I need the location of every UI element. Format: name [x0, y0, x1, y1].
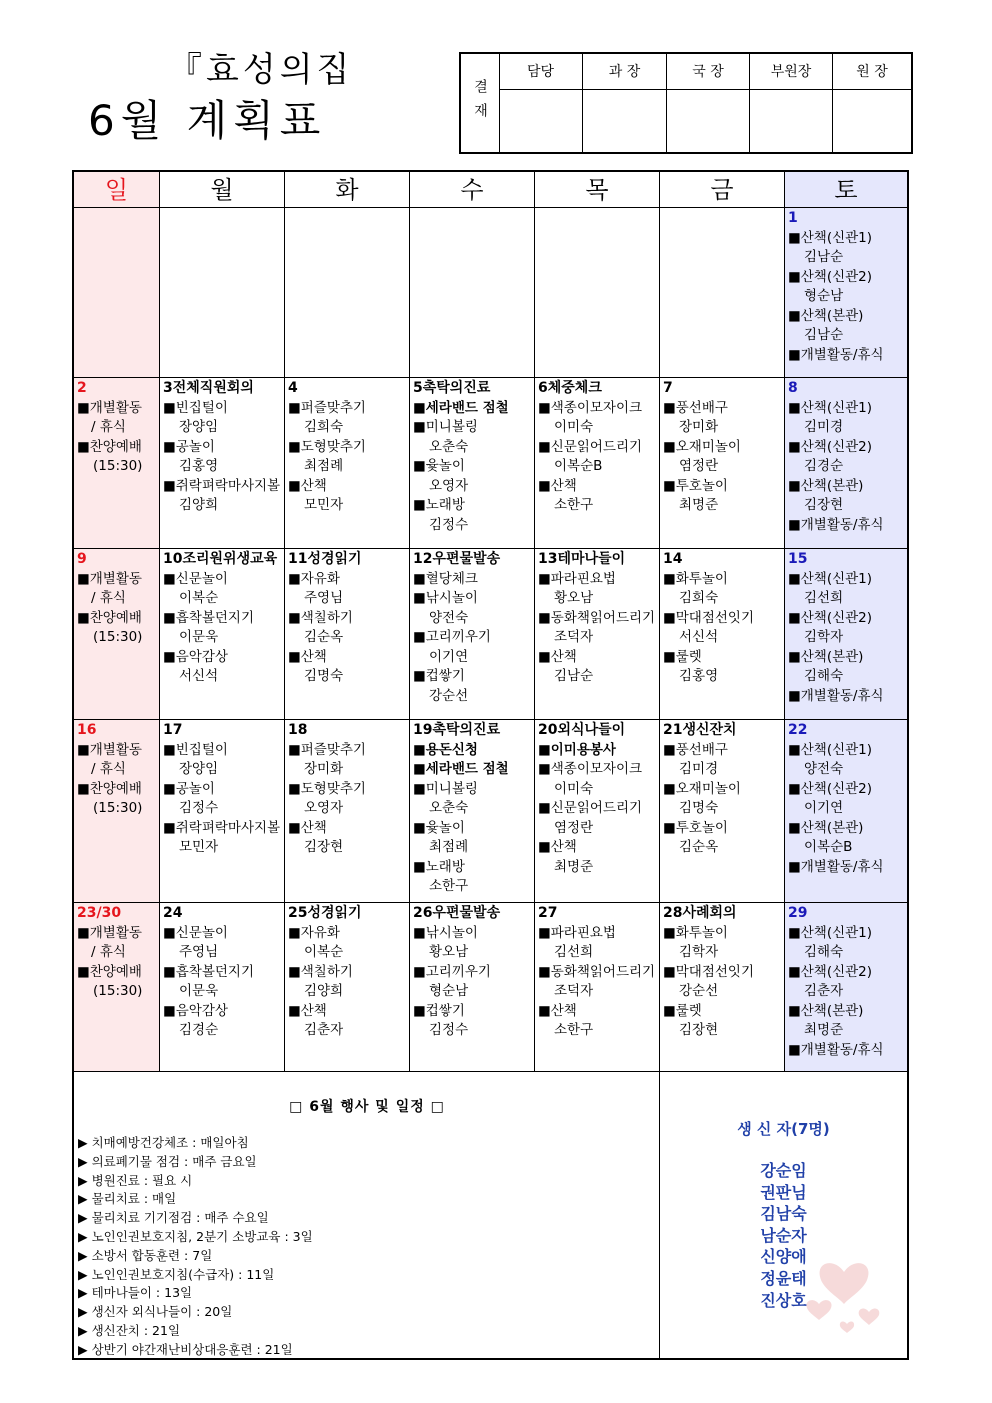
activity-line: ■윷놀이: [413, 819, 465, 836]
activity-line: 이복순B: [554, 458, 603, 474]
events-panel: [74, 1072, 660, 1358]
activity-line: ■풍선배구: [663, 399, 728, 416]
activity-line: 장미화: [679, 419, 719, 435]
date-label: 28사례회의: [663, 905, 737, 921]
activity-line: 서신석: [679, 629, 719, 645]
date-label: 21생신잔치: [663, 722, 737, 738]
activity-line: 김희숙: [304, 419, 344, 435]
calendar-cell[interactable]: [160, 208, 285, 378]
activity-line: ■찬양예배: [77, 609, 142, 626]
activity-line: 김양희: [179, 497, 219, 513]
activity-line: ■찬양예배: [77, 963, 142, 980]
activity-line: ■쥐락펴락마사지볼: [163, 477, 281, 494]
activity-line: 양전숙: [804, 761, 844, 777]
activity-line: ■이미용봉사: [538, 741, 616, 758]
activity-line: 최명준: [554, 858, 594, 875]
activity-line: 모민자: [179, 839, 219, 855]
calendar-cell[interactable]: [660, 378, 785, 549]
event-item: ▶ 생신자 외식나들이 : 20일: [78, 1304, 233, 1320]
activity-line: / 휴식: [91, 590, 126, 606]
activity-line: ■산책(신관1): [788, 399, 873, 416]
activity-line: 최명준: [679, 497, 719, 513]
calendar-cell[interactable]: [535, 903, 660, 1072]
birthday-name: 강순임: [760, 1161, 807, 1180]
activity-line: ■흡착볼던지기: [163, 609, 255, 626]
activity-line: 김남순: [804, 327, 844, 343]
day-header-mon: 월: [160, 172, 285, 208]
date-label: 20외식나들이: [538, 722, 626, 738]
date-label: 12우편물발송: [413, 551, 501, 567]
activity-line: 김홍영: [679, 668, 719, 684]
activity-line: 소한구: [429, 878, 469, 894]
activity-line: ■노래방: [413, 858, 465, 875]
approval-sign-5[interactable]: [833, 90, 911, 152]
birthday-name: 진상호: [760, 1290, 807, 1310]
activity-line: ■컵쌓기: [413, 668, 465, 684]
birthday-name: 김남숙: [760, 1204, 807, 1224]
activity-line: 김정수: [429, 516, 469, 533]
activity-line: ■공놀이: [163, 438, 215, 455]
activity-line: ■투호놀이: [663, 477, 728, 494]
activity-line: ■오재미놀이: [663, 438, 741, 455]
activity-line: 오춘숙: [429, 800, 469, 816]
activity-line: ■산책: [288, 819, 327, 836]
activity-line: / 휴식: [91, 419, 126, 435]
activity-line: 김선희: [804, 590, 844, 606]
activity-line: 이미숙: [554, 780, 594, 797]
activity-line: ■미니볼링: [413, 419, 478, 435]
activity-line: ■세라밴드 점철: [413, 761, 509, 777]
calendar-cell[interactable]: [74, 720, 160, 903]
activity-line: (15:30): [93, 983, 143, 999]
event-item: ▶ 노인인권보호지침(수급자) : 11일: [78, 1266, 275, 1282]
date-label: 4: [288, 380, 298, 396]
activity-line: ■산책: [288, 648, 327, 665]
activity-line: ■개별활동: [77, 741, 142, 758]
activity-line: ■투호놀이: [663, 819, 728, 836]
activity-line: ■노래방: [413, 497, 465, 513]
calendar-cell[interactable]: [285, 549, 410, 720]
date-label: 25성경읽기: [288, 905, 362, 921]
date-label: 3전체직원회의: [163, 380, 254, 396]
activity-line: ■낚시놀이: [413, 590, 478, 606]
activity-line: ■신문읽어드리기: [538, 800, 643, 816]
event-item: ▶ 의료폐기물 점검 : 매주 금요일: [78, 1153, 257, 1169]
activity-line: ■빈집털이: [163, 741, 228, 758]
calendar-cell[interactable]: [74, 378, 160, 549]
calendar-cell[interactable]: [285, 720, 410, 903]
date-label: 17: [163, 722, 183, 738]
calendar-cell[interactable]: [785, 720, 907, 903]
calendar-cell[interactable]: [660, 720, 785, 903]
date-label: 18: [288, 722, 308, 738]
calendar-cell[interactable]: [535, 720, 660, 903]
activity-line: 김남순: [804, 249, 844, 265]
calendar-cell[interactable]: [785, 549, 907, 720]
activity-line: ■색종이모자이크: [538, 399, 643, 416]
date-label: 11성경읽기: [288, 551, 362, 567]
activity-line: ■신문읽어드리기: [538, 438, 643, 455]
calendar-cell[interactable]: [160, 378, 285, 549]
title-line-2: 6월 계획표: [88, 96, 327, 145]
event-item: ▶ 병원진료 : 필요 시: [78, 1172, 193, 1188]
activity-line: ■산책(신관2): [788, 963, 873, 980]
activity-line: 장양임: [179, 419, 219, 435]
activity-line: 형순남: [429, 983, 469, 999]
day-header-sun: 일: [74, 172, 160, 208]
activity-line: ■고리끼우기: [413, 629, 491, 645]
activity-line: ■개별활동/휴식: [788, 1041, 884, 1058]
birthday-name: 신양애: [760, 1247, 807, 1267]
activity-line: ■룰렛: [663, 648, 702, 665]
activity-line: ■산책(신관1): [788, 741, 873, 758]
activity-line: (15:30): [93, 800, 143, 816]
activity-line: ■동화책읽어드리기: [538, 609, 656, 626]
event-item: ▶ 테마나들이 : 13일: [78, 1285, 193, 1301]
activity-line: 김경순: [804, 458, 844, 474]
calendar-cell[interactable]: [160, 720, 285, 903]
date-label: 1: [788, 210, 798, 226]
date-label: 23/30: [77, 905, 122, 921]
activity-line: ■미니볼링: [413, 780, 478, 797]
calendar-cell[interactable]: [535, 208, 660, 378]
activity-line: ■도형맞추기: [288, 780, 366, 797]
calendar-cell[interactable]: [160, 903, 285, 1072]
activity-line: 김장현: [679, 1022, 719, 1038]
activity-line: ■룰렛: [663, 1002, 702, 1019]
approval-role-5: 원 장: [833, 54, 911, 90]
activity-line: ■흡착볼던지기: [163, 963, 255, 980]
calendar-cell[interactable]: [660, 903, 785, 1072]
activity-line: ■화투놀이: [663, 570, 728, 587]
calendar-cell[interactable]: [785, 903, 907, 1072]
date-label: 6체중체크: [538, 380, 602, 396]
calendar-table: [72, 170, 909, 1360]
activity-line: ■고리끼우기: [413, 963, 491, 980]
title-line-1: 『효성의집: [168, 50, 354, 90]
activity-line: 김정수: [429, 1022, 469, 1038]
approval-sign-1[interactable]: [499, 90, 583, 152]
activity-line: 이복순B: [804, 839, 853, 855]
approval-role-2: 과 장: [583, 54, 667, 90]
activity-line: 염정란: [554, 819, 594, 836]
activity-line: 주영님: [304, 590, 344, 606]
activity-line: ■산책: [538, 839, 577, 855]
date-label: 26우편물발송: [413, 905, 501, 921]
activity-line: 이복순: [179, 590, 219, 606]
activity-line: ■음악감상: [163, 1002, 228, 1019]
activity-line: ■신문놀이: [163, 570, 228, 587]
calendar-cell[interactable]: [160, 549, 285, 720]
activity-line: 김홍영: [179, 458, 219, 474]
activity-line: ■신문놀이: [163, 924, 228, 941]
approval-role-4: 부원장: [750, 54, 833, 90]
activity-line: ■공놀이: [163, 780, 215, 797]
approval-label: 결재: [461, 54, 500, 152]
date-label: 8: [788, 380, 798, 396]
date-label: 15: [788, 551, 808, 567]
activity-line: ■산책(본관): [788, 307, 864, 324]
activity-line: 김미경: [679, 761, 719, 777]
activity-line: 김춘자: [304, 1022, 344, 1038]
date-label: 2: [77, 380, 87, 396]
calendar-cell[interactable]: [410, 720, 535, 903]
activity-line: ■파라핀요법: [538, 924, 616, 941]
activity-line: 김장현: [804, 497, 844, 513]
activity-line: ■혈당체크: [413, 570, 478, 587]
activity-line: 김순옥: [679, 839, 719, 855]
events-title: □ 6월 행사 및 일정 □: [289, 1099, 445, 1115]
activity-line: ■색칠하기: [288, 963, 353, 980]
activity-line: ■오재미놀이: [663, 780, 741, 797]
calendar-cell[interactable]: [410, 903, 535, 1072]
birthday-name: 정윤태: [760, 1268, 807, 1288]
activity-line: ■개별활동/휴식: [788, 516, 884, 533]
approval-role-1: 담당: [499, 54, 583, 90]
activity-line: ■찬양예배: [77, 438, 142, 455]
calendar-cell[interactable]: [660, 549, 785, 720]
event-item: ▶ 소방서 합동훈련 : 7일: [78, 1247, 213, 1263]
calendar-cell[interactable]: [74, 208, 160, 378]
calendar-cell[interactable]: [74, 903, 160, 1072]
date-label: 7: [663, 380, 673, 396]
activity-line: ■개별활동: [77, 924, 142, 941]
activity-line: 이문욱: [179, 983, 219, 999]
activity-line: ■산책(신관1): [788, 229, 873, 246]
activity-line: 김명숙: [304, 668, 344, 684]
activity-line: 모민자: [304, 497, 344, 513]
activity-line: ■도형맞추기: [288, 438, 366, 455]
activity-line: ■막대점선잇기: [663, 963, 755, 980]
activity-line: 오춘숙: [429, 438, 469, 455]
date-label: 16: [77, 722, 97, 738]
activity-line: ■낚시놀이: [413, 924, 478, 941]
day-header-fri: 금: [660, 172, 785, 208]
day-header-thu: 목: [535, 172, 660, 208]
activity-line: ■산책(신관1): [788, 570, 873, 587]
activity-line: ■세라밴드 점철: [413, 399, 509, 416]
activity-line: 이기연: [429, 648, 469, 665]
activity-line: 김춘자: [804, 983, 844, 999]
date-label: 10조리원위생교육: [163, 551, 278, 567]
events-list: [78, 1134, 313, 1360]
event-item: ▶ 생신잔치 : 21일: [78, 1322, 181, 1338]
activity-line: 조덕자: [554, 629, 594, 645]
activity-line: 이문욱: [179, 629, 219, 645]
activity-line: ■빈집털이: [163, 399, 228, 416]
calendar-cell[interactable]: [410, 208, 535, 378]
activity-line: ■자유화: [288, 570, 340, 587]
activity-line: 오영자: [429, 477, 469, 494]
activity-line: ■색칠하기: [288, 609, 353, 626]
activity-line: 이기연: [804, 800, 844, 816]
date-label: 5촉탁의진료: [413, 380, 491, 396]
activity-line: 황오남: [554, 590, 594, 606]
activity-line: 서신석: [179, 668, 219, 684]
activity-line: 황오남: [429, 944, 469, 960]
activity-line: ■산책(본관): [788, 477, 864, 494]
activity-line: 김남순: [554, 668, 594, 684]
day-header-sat: 토: [785, 172, 907, 208]
activity-line: 이복순: [304, 944, 344, 960]
activity-line: ■산책(본관): [788, 819, 864, 836]
calendar-cell[interactable]: [785, 378, 907, 549]
date-label: 24: [163, 905, 183, 921]
activity-line: 김경순: [179, 1022, 219, 1038]
event-item: ▶ 노인인권보호지침, 2분기 소방교육 : 3일: [78, 1228, 313, 1244]
activity-line: ■용돈신청: [413, 741, 478, 758]
activity-line: ■컵쌓기: [413, 1002, 465, 1019]
calendar-cell[interactable]: [785, 208, 907, 378]
activity-line: ■퍼즐맞추기: [288, 399, 366, 416]
approval-sign-2[interactable]: [583, 90, 667, 152]
activity-line: 이미숙: [554, 419, 594, 435]
activity-line: 강순선: [679, 983, 719, 999]
activity-line: 김명숙: [679, 800, 719, 816]
activity-line: ■개별활동/휴식: [788, 346, 884, 363]
event-item: ▶ 상반기 야간재난비상대응훈련 : 21일: [78, 1341, 293, 1357]
activity-line: 소한구: [554, 1022, 594, 1038]
activity-line: 김정수: [179, 800, 219, 816]
calendar-cell[interactable]: [285, 903, 410, 1072]
activity-line: 양전숙: [429, 609, 469, 626]
date-label: 27: [538, 905, 558, 921]
approval-box: [459, 52, 913, 154]
activity-line: / 휴식: [91, 944, 126, 960]
calendar-cell[interactable]: [660, 208, 785, 378]
activity-line: 김해숙: [804, 944, 844, 960]
birthday-name: 권판님: [760, 1182, 807, 1202]
approval-role-3: 국 장: [667, 54, 750, 90]
activity-line: 오영자: [304, 800, 344, 816]
activity-line: 강순선: [429, 687, 469, 704]
activity-line: 염정란: [679, 458, 719, 474]
activity-line: ■막대점선잇기: [663, 609, 755, 626]
activity-line: 김학자: [804, 629, 844, 645]
date-label: 22: [788, 722, 808, 738]
activity-line: ■음악감상: [163, 648, 228, 665]
birthday-name: 남순자: [760, 1225, 807, 1245]
birthday-title: 생 신 자(7명): [737, 1120, 830, 1138]
activity-line: / 휴식: [91, 761, 126, 777]
activity-line: ■퍼즐맞추기: [288, 741, 366, 758]
activity-line: ■찬양예배: [77, 780, 142, 797]
date-label: 29: [788, 905, 808, 921]
bottom-section: [74, 1072, 907, 1358]
birthday-panel: [660, 1072, 907, 1358]
activity-line: 김선희: [554, 944, 594, 960]
activity-line: 최점례: [304, 458, 344, 474]
calendar-cell[interactable]: [285, 378, 410, 549]
activity-line: 장미화: [304, 761, 344, 777]
activity-line: ■윷놀이: [413, 458, 465, 474]
calendar-cell[interactable]: [535, 549, 660, 720]
approval-sign-3[interactable]: [667, 90, 750, 152]
activity-line: ■쥐락펴락마사지볼: [163, 819, 281, 836]
activity-line: ■파라핀요법: [538, 570, 616, 587]
activity-line: ■화투놀이: [663, 924, 728, 941]
activity-line: 김학자: [679, 944, 719, 960]
activity-line: ■산책(본관): [788, 648, 864, 665]
activity-line: ■산책(신관2): [788, 438, 873, 455]
activity-line: ■산책(신관2): [788, 609, 873, 626]
activity-line: 김순옥: [304, 629, 344, 645]
activity-line: ■산책(신관2): [788, 780, 873, 797]
activity-line: (15:30): [93, 458, 143, 474]
activity-line: ■개별활동: [77, 399, 142, 416]
date-label: 14: [663, 551, 683, 567]
activity-line: ■산책(신관1): [788, 924, 873, 941]
activity-line: 김해숙: [804, 668, 844, 684]
activity-line: ■색종이모자이크: [538, 761, 643, 777]
activity-line: 조덕자: [554, 983, 594, 999]
activity-line: 장양임: [179, 761, 219, 777]
activity-line: 김미경: [804, 419, 844, 435]
calendar-cell[interactable]: [410, 549, 535, 720]
activity-line: 김양희: [304, 983, 344, 999]
event-item: ▶ 물리치료 기기점검 : 매주 수요일: [78, 1210, 269, 1226]
activity-line: 최명준: [804, 1022, 844, 1038]
activity-line: ■자유화: [288, 924, 340, 941]
activity-line: ■산책: [288, 477, 327, 494]
activity-line: 김장현: [304, 839, 344, 855]
day-header-wed: 수: [410, 172, 535, 208]
activity-line: 최점례: [429, 839, 469, 855]
activity-line: ■풍선배구: [663, 741, 728, 758]
event-item: ▶ 물리치료 : 매일: [78, 1191, 177, 1207]
activity-line: ■산책: [538, 1002, 577, 1019]
calendar-cell[interactable]: [74, 549, 160, 720]
activity-line: 김희숙: [679, 590, 719, 606]
calendar-cell[interactable]: [410, 378, 535, 549]
activity-line: ■동화책읽어드리기: [538, 963, 656, 980]
activity-line: 형순남: [804, 288, 844, 304]
approval-sign-4[interactable]: [750, 90, 833, 152]
event-item: ▶ 치매예방건강체조 : 매일아침: [78, 1135, 249, 1150]
activity-line: 소한구: [554, 497, 594, 513]
activity-line: ■산책: [538, 648, 577, 665]
activity-line: ■산책: [538, 477, 577, 494]
date-label: 19촉탁의진료: [413, 722, 501, 738]
activity-line: ■산책: [288, 1002, 327, 1019]
calendar-cell[interactable]: [285, 208, 410, 378]
activity-line: (15:30): [93, 629, 143, 645]
heart-decoration-icon: [799, 1242, 889, 1342]
activity-line: ■개별활동/휴식: [788, 687, 884, 704]
activity-line: 주영님: [179, 944, 219, 960]
date-label: 9: [77, 551, 87, 567]
activity-line: ■산책(본관): [788, 1002, 864, 1019]
date-label: 13테마나들이: [538, 551, 626, 567]
calendar-cell[interactable]: [535, 378, 660, 549]
activity-line: ■개별활동: [77, 570, 142, 587]
activity-line: ■산책(신관2): [788, 268, 873, 285]
day-header-tue: 화: [285, 172, 410, 208]
activity-line: ■개별활동/휴식: [788, 858, 884, 875]
